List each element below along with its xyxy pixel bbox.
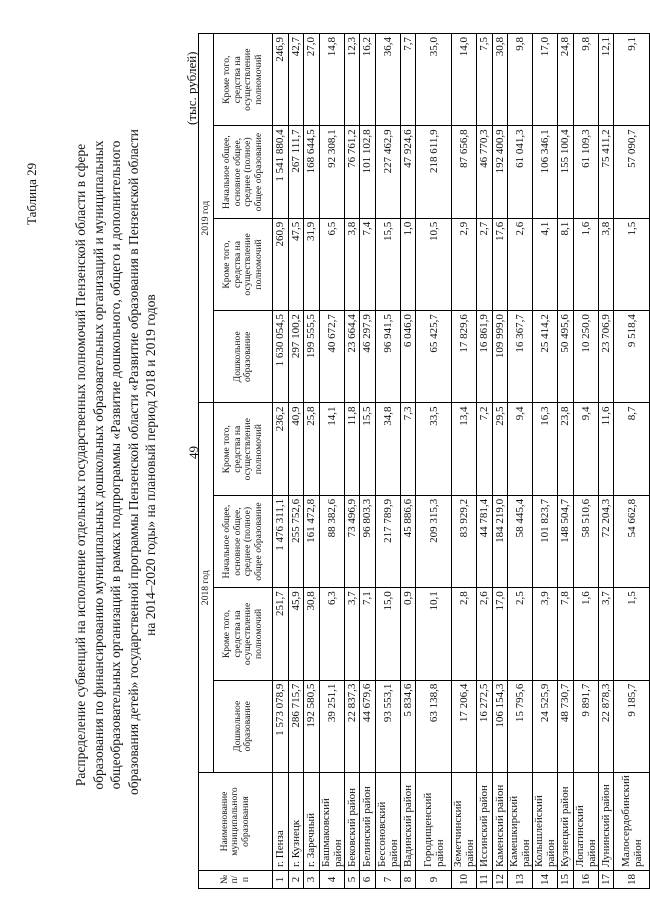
general-2018: 45 886,6: [400, 495, 416, 587]
powers-2019: 2,9: [452, 218, 477, 310]
general-2019: 106 346,1: [533, 126, 558, 218]
general-2019: 101 102,8: [360, 126, 376, 218]
row-name: Лунинский район: [598, 773, 614, 871]
powers-general-2019: 7,5: [477, 34, 493, 126]
row-number: 9: [416, 871, 452, 889]
general-2018: 88 382,6: [319, 495, 344, 587]
powers-2019: 1,6: [573, 218, 598, 310]
preschool-2018: 9 185,7: [614, 680, 650, 772]
powers-2018: 2,5: [508, 588, 533, 680]
table-row: [558, 34, 574, 889]
general-2018: 58 445,4: [508, 495, 533, 587]
powers-general-2019: 9,8: [508, 34, 533, 126]
general-2018: 148 504,7: [558, 495, 574, 587]
general-2019: 267 111,7: [288, 126, 304, 218]
powers-2019: 3,8: [598, 218, 614, 310]
preschool-2018: 106 154,3: [492, 680, 508, 772]
general-2019: 87 656,8: [452, 126, 477, 218]
powers-2018: 251,7: [273, 588, 289, 680]
table-row: [614, 34, 650, 889]
powers-general-2019: 24,8: [558, 34, 574, 126]
preschool-2019: 297 100,2: [288, 311, 304, 403]
row-number: 1: [273, 871, 289, 889]
powers-2019: 7,4: [360, 218, 376, 310]
powers-general-2019: 7,7: [400, 34, 416, 126]
header-name: Наименование муниципального образования: [199, 773, 273, 871]
powers-2019: 2,6: [508, 218, 533, 310]
row-name: Каменский район: [492, 773, 508, 871]
row-number: 11: [477, 871, 493, 889]
preschool-2019: 25 414,2: [533, 311, 558, 403]
page-number: 49: [186, 446, 201, 459]
powers-2019: 1,5: [614, 218, 650, 310]
powers-2018: 45,9: [288, 588, 304, 680]
powers-2018: 3,7: [598, 588, 614, 680]
row-number: 2: [288, 871, 304, 889]
row-name: Камешкирский район: [508, 773, 533, 871]
table-row: [360, 34, 376, 889]
powers-general-2018: 11,8: [344, 403, 360, 495]
preschool-2019: 10 250,0: [573, 311, 598, 403]
powers-general-2019: 14,8: [319, 34, 344, 126]
general-2019: 227 462,9: [375, 126, 400, 218]
header-year-2018: 2018 год: [199, 403, 214, 773]
powers-general-2018: 23,8: [558, 403, 574, 495]
powers-general-2018: 25,8: [304, 403, 320, 495]
header-powers-2019: Кроме того, средства на осуществление полномочий: [214, 218, 273, 310]
preschool-2018: 63 138,8: [416, 680, 452, 772]
preschool-2019: 65 425,7: [416, 311, 452, 403]
header-general-2019: Начальное общее, основное общее, среднее (полное) общее образование: [214, 126, 273, 218]
title-line: образования по финансированию муниципальных дошкольных образовательных организаций и муниципальных: [90, 140, 106, 790]
powers-2019: 8,1: [558, 218, 574, 310]
powers-2018: 2,6: [477, 588, 493, 680]
preschool-2019: 96 941,5: [375, 311, 400, 403]
row-number: 17: [598, 871, 614, 889]
powers-general-2018: 14,1: [319, 403, 344, 495]
powers-general-2019: 30,8: [492, 34, 508, 126]
general-2019: 168 644,5: [304, 126, 320, 218]
row-name: Малосердобинский район: [614, 773, 650, 871]
row-name: Кузнецкий район: [558, 773, 574, 871]
general-2019: 218 611,9: [416, 126, 452, 218]
preschool-2018: 5 834,6: [400, 680, 416, 772]
powers-2019: 260,9: [273, 218, 289, 310]
row-name: Вадинский район: [400, 773, 416, 871]
preschool-2018: 22 878,3: [598, 680, 614, 772]
powers-2018: 10,1: [416, 588, 452, 680]
powers-2018: 30,8: [304, 588, 320, 680]
powers-general-2018: 7,3: [400, 403, 416, 495]
general-2019: 61 041,3: [508, 126, 533, 218]
powers-2019: 3,8: [344, 218, 360, 310]
table-row: [452, 34, 477, 889]
general-2019: 75 411,2: [598, 126, 614, 218]
general-2018: 58 510,6: [573, 495, 598, 587]
general-2019: 155 100,4: [558, 126, 574, 218]
header-powers-2018: Кроме того, средства на осуществление полномочий: [214, 588, 273, 680]
row-number: 6: [360, 871, 376, 889]
row-number: 12: [492, 871, 508, 889]
general-2019: 47 924,6: [400, 126, 416, 218]
row-name: г. Пенза: [273, 773, 289, 871]
powers-general-2018: 8,7: [614, 403, 650, 495]
powers-general-2019: 246,9: [273, 34, 289, 126]
powers-general-2018: 40,9: [288, 403, 304, 495]
preschool-2018: 48 730,7: [558, 680, 574, 772]
general-2019: 92 308,1: [319, 126, 344, 218]
preschool-2019: 199 555,5: [304, 311, 320, 403]
row-name: Башмаковский район: [319, 773, 344, 871]
header-year-2019: 2019 год: [199, 34, 214, 404]
general-2019: 57 090,7: [614, 126, 650, 218]
table-row: [598, 34, 614, 889]
powers-2019: 6,5: [319, 218, 344, 310]
header-num: № п/п: [199, 871, 273, 889]
row-number: 5: [344, 871, 360, 889]
powers-general-2019: 35,0: [416, 34, 452, 126]
preschool-2019: 23 664,4: [344, 311, 360, 403]
powers-2018: 1,6: [573, 588, 598, 680]
header-powers-2019-b: Кроме того, средства на осуществление полномочий: [214, 34, 273, 126]
table-row: [344, 34, 360, 889]
powers-2018: 0,9: [400, 588, 416, 680]
general-2018: 1 476 311,1: [273, 495, 289, 587]
row-number: 8: [400, 871, 416, 889]
powers-general-2018: 11,6: [598, 403, 614, 495]
general-2018: 72 204,3: [598, 495, 614, 587]
general-2019: 76 761,2: [344, 126, 360, 218]
powers-general-2019: 12,3: [344, 34, 360, 126]
general-2019: 46 770,3: [477, 126, 493, 218]
header-general-2018: Начальное общее, основное общее, среднее (полное) общее образование: [214, 495, 273, 587]
preschool-2019: 46 297,9: [360, 311, 376, 403]
powers-2018: 7,8: [558, 588, 574, 680]
preschool-2018: 15 795,6: [508, 680, 533, 772]
powers-general-2018: 13,4: [452, 403, 477, 495]
powers-general-2019: 27,0: [304, 34, 320, 126]
general-2018: 217 789,9: [375, 495, 400, 587]
general-2018: 54 662,8: [614, 495, 650, 587]
row-number: 16: [573, 871, 598, 889]
powers-2019: 15,5: [375, 218, 400, 310]
preschool-2019: 23 706,9: [598, 311, 614, 403]
row-number: 18: [614, 871, 650, 889]
general-2018: 209 315,3: [416, 495, 452, 587]
powers-2019: 47,5: [288, 218, 304, 310]
powers-general-2018: 9,4: [508, 403, 533, 495]
powers-general-2019: 12,1: [598, 34, 614, 126]
header-powers-2018-b: Кроме того, средства на осуществление полномочий: [214, 403, 273, 495]
general-2018: 255 752,6: [288, 495, 304, 587]
general-2019: 192 400,9: [492, 126, 508, 218]
powers-general-2018: 34,8: [375, 403, 400, 495]
powers-general-2019: 17,0: [533, 34, 558, 126]
powers-2019: 4,1: [533, 218, 558, 310]
row-number: 10: [452, 871, 477, 889]
preschool-2018: 16 272,5: [477, 680, 493, 772]
table-title: [72, 129, 160, 795]
general-2018: 101 823,7: [533, 495, 558, 587]
preschool-2019: 16 861,9: [477, 311, 493, 403]
powers-2018: 17,0: [492, 588, 508, 680]
powers-2018: 1,5: [614, 588, 650, 680]
preschool-2019: 1 630 054,5: [273, 311, 289, 403]
row-number: 13: [508, 871, 533, 889]
preschool-2018: 286 715,7: [288, 680, 304, 772]
powers-2019: 31,9: [304, 218, 320, 310]
powers-general-2018: 33,5: [416, 403, 452, 495]
table-row: [400, 34, 416, 889]
table-row: [375, 34, 400, 889]
powers-general-2018: 29,5: [492, 403, 508, 495]
preschool-2018: 22 837,3: [344, 680, 360, 772]
general-2019: 61 109,3: [573, 126, 598, 218]
preschool-2018: 9 891,7: [573, 680, 598, 772]
preschool-2018: 192 580,5: [304, 680, 320, 772]
subvention-table: [198, 33, 650, 889]
powers-general-2018: 15,5: [360, 403, 376, 495]
preschool-2018: 93 553,1: [375, 680, 400, 772]
units-label: (тыс. рублей): [184, 51, 199, 125]
title-line: образования детей» государственной программы Пензенской области «Развитие образования в Пензенской области: [125, 129, 141, 795]
powers-general-2018: 16,3: [533, 403, 558, 495]
row-name: г. Кузнецк: [288, 773, 304, 871]
preschool-2019: 40 672,7: [319, 311, 344, 403]
preschool-2018: 44 679,6: [360, 680, 376, 772]
general-2018: 161 472,8: [304, 495, 320, 587]
table-body: [273, 34, 650, 889]
title-line: Распределение субвенций на исполнение отдельных государственных полномочий Пензенской области в сфере: [73, 143, 88, 787]
general-2018: 83 929,2: [452, 495, 477, 587]
row-name: Белинский район: [360, 773, 376, 871]
table-label: Таблица 29: [24, 162, 39, 225]
powers-2018: 7,1: [360, 588, 376, 680]
row-number: 4: [319, 871, 344, 889]
preschool-2019: 16 367,7: [508, 311, 533, 403]
row-name: г. Заречный: [304, 773, 320, 871]
table-row: [304, 34, 320, 889]
general-2018: 44 781,4: [477, 495, 493, 587]
powers-general-2019: 42,7: [288, 34, 304, 126]
table-row: [573, 34, 598, 889]
row-number: 7: [375, 871, 400, 889]
preschool-2019: 17 829,6: [452, 311, 477, 403]
preschool-2019: 109 999,0: [492, 311, 508, 403]
powers-2019: 17,6: [492, 218, 508, 310]
row-name: Иссинский район: [477, 773, 493, 871]
powers-general-2019: 9,8: [573, 34, 598, 126]
header-preschool-2018: Дошкольное образование: [214, 680, 273, 772]
table-row: [319, 34, 344, 889]
powers-general-2018: 236,2: [273, 403, 289, 495]
general-2018: 184 219,0: [492, 495, 508, 587]
preschool-2019: 50 495,6: [558, 311, 574, 403]
table-row: [533, 34, 558, 889]
table-row: [508, 34, 533, 889]
powers-2019: 1,0: [400, 218, 416, 310]
row-name: Земетчинский район: [452, 773, 477, 871]
table-row: [492, 34, 508, 889]
powers-2019: 10,5: [416, 218, 452, 310]
powers-2018: 2,8: [452, 588, 477, 680]
preschool-2018: 24 525,9: [533, 680, 558, 772]
powers-2018: 15,0: [375, 588, 400, 680]
powers-general-2018: 7,2: [477, 403, 493, 495]
powers-2019: 2,7: [477, 218, 493, 310]
preschool-2018: 17 206,4: [452, 680, 477, 772]
table-row: [477, 34, 493, 889]
general-2019: 1 541 880,4: [273, 126, 289, 218]
powers-general-2019: 9,1: [614, 34, 650, 126]
row-number: 15: [558, 871, 574, 889]
powers-general-2019: 14,0: [452, 34, 477, 126]
table-row: [288, 34, 304, 889]
row-name: Бековский район: [344, 773, 360, 871]
powers-general-2019: 36,4: [375, 34, 400, 126]
table-row: [273, 34, 289, 889]
powers-general-2019: 16,2: [360, 34, 376, 126]
title-line: на 2014–2020 годы» на плановый период 2018 и 2019 годов: [143, 294, 158, 636]
row-name: Лопатинский район: [573, 773, 598, 871]
row-number: 3: [304, 871, 320, 889]
row-name: Бессоновский район: [375, 773, 400, 871]
table-row: [416, 34, 452, 889]
general-2018: 73 496,9: [344, 495, 360, 587]
general-2018: 96 803,3: [360, 495, 376, 587]
powers-2018: 6,3: [319, 588, 344, 680]
row-name: Колышлейский район: [533, 773, 558, 871]
preschool-2019: 6 046,0: [400, 311, 416, 403]
powers-2018: 3,7: [344, 588, 360, 680]
powers-general-2018: 9,4: [573, 403, 598, 495]
powers-2018: 3,9: [533, 588, 558, 680]
header-preschool-2019: Дошкольное образование: [214, 311, 273, 403]
preschool-2018: 39 251,1: [319, 680, 344, 772]
preschool-2019: 9 518,4: [614, 311, 650, 403]
row-number: 14: [533, 871, 558, 889]
row-name: Городищенский район: [416, 773, 452, 871]
title-line: общеобразовательных организаций в рамках подпрограммы «Развитие дошкольного, общего и дополнительного: [108, 140, 123, 790]
preschool-2018: 1 573 078,9: [273, 680, 289, 772]
